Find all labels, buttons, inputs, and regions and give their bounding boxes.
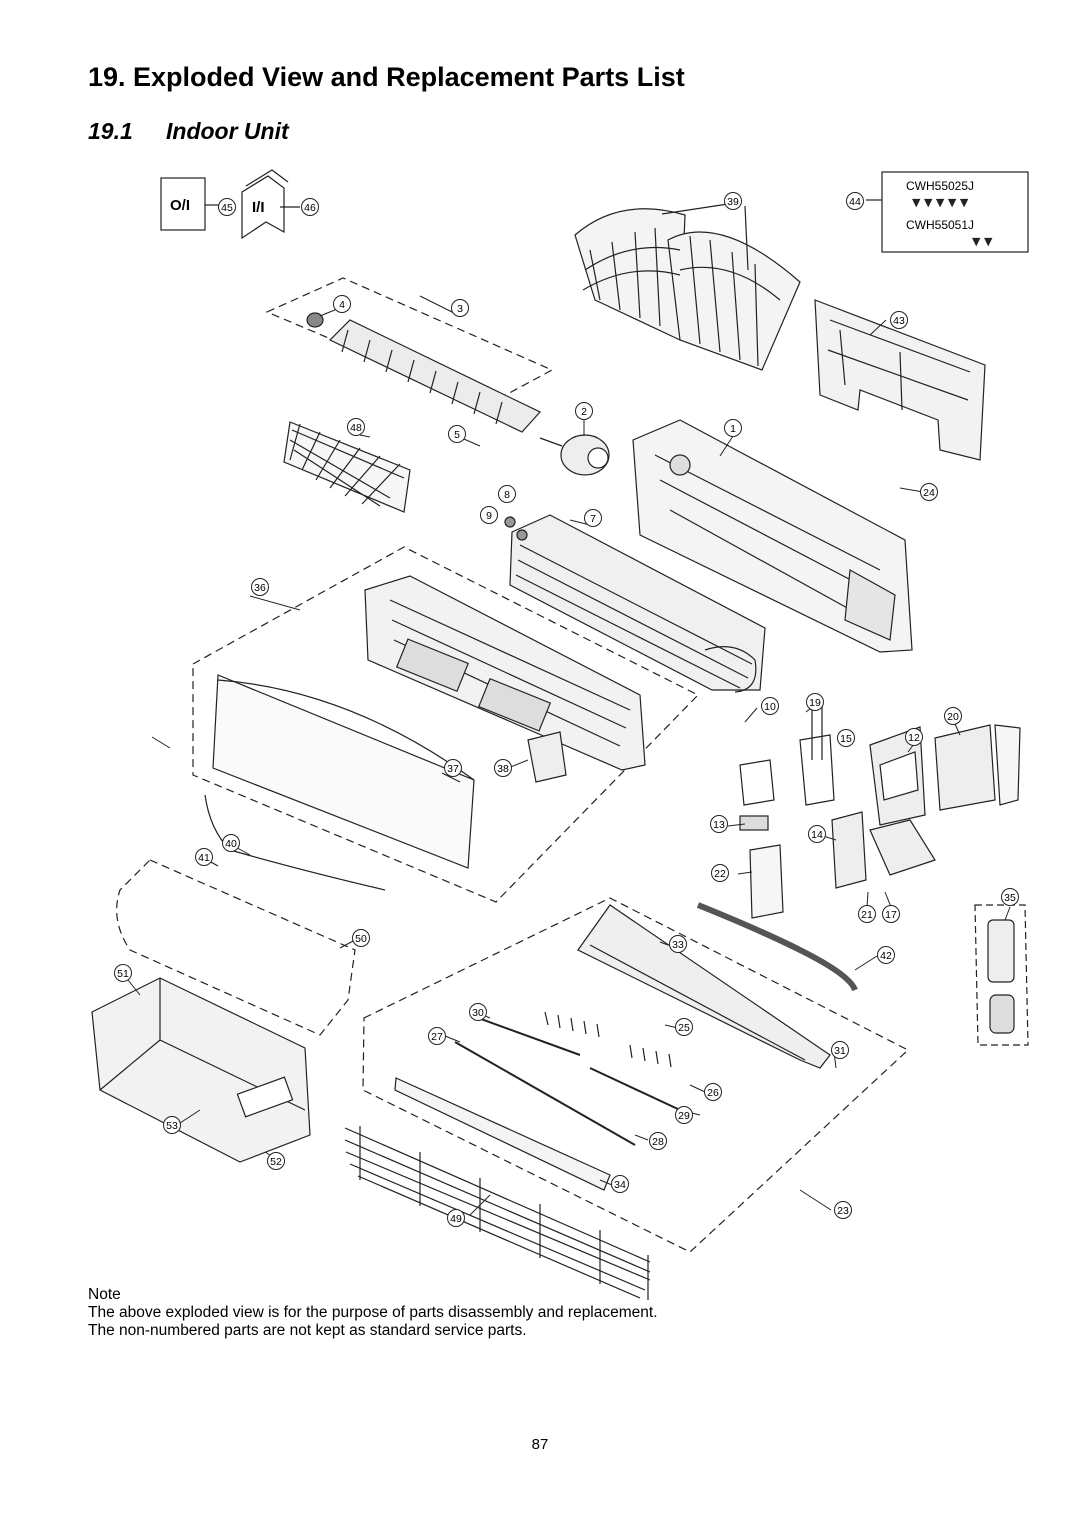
callout-number: 44	[849, 195, 861, 208]
callout-number: 46	[304, 201, 316, 214]
callout-number: 7	[590, 512, 596, 525]
callout-number: 48	[350, 421, 362, 434]
remote-control-group	[975, 905, 1028, 1045]
callout-number: 1	[730, 422, 736, 435]
electronic-controller-group	[740, 700, 1020, 918]
callout-4	[334, 296, 351, 313]
callout-42	[878, 947, 895, 964]
callout-12	[906, 729, 923, 746]
callout-26	[705, 1084, 722, 1101]
callout-number: 42	[880, 949, 892, 962]
cross-flow-fan-group	[267, 278, 552, 432]
callout-number: 22	[714, 867, 726, 880]
ii-booklet-label: I/I	[252, 199, 265, 216]
callout-37	[445, 760, 462, 777]
callout-number: 53	[166, 1119, 178, 1132]
callout-number: 31	[834, 1044, 846, 1057]
callout-7	[585, 510, 602, 527]
note-line-2: The non-numbered parts are not kept as standard service parts.	[88, 1322, 527, 1339]
callout-19	[807, 694, 824, 711]
callout-number: 34	[614, 1178, 626, 1191]
callout-number: 10	[764, 700, 776, 713]
callout-number: 28	[652, 1135, 664, 1148]
callout-49	[448, 1210, 465, 1227]
callout-number: 15	[840, 732, 852, 745]
callout-number: 38	[497, 762, 509, 775]
callout-number: 30	[472, 1006, 484, 1019]
air-purifying-unit	[92, 978, 310, 1162]
callout-1	[725, 420, 742, 437]
callout-number: 40	[225, 837, 237, 850]
callout-3	[452, 300, 469, 317]
callout-number: 36	[254, 581, 266, 594]
callout-15	[838, 730, 855, 747]
callout-number: 4	[339, 298, 345, 311]
svg-text:▼ ▼: ▼ ▼	[972, 235, 993, 248]
callout-number: 25	[678, 1021, 690, 1034]
callout-number: 29	[678, 1109, 690, 1122]
callout-number: 43	[893, 314, 905, 327]
callout-31	[832, 1042, 849, 1059]
callout-number: 24	[923, 486, 935, 499]
svg-text:▼ ▼ ▼ ▼ ▼: ▼ ▼ ▼ ▼ ▼	[912, 196, 969, 209]
intake-grille	[345, 1126, 650, 1300]
fan-motor	[540, 435, 609, 475]
callout-number: 49	[450, 1212, 462, 1225]
air-filter	[575, 204, 800, 370]
callout-8	[499, 486, 516, 503]
callout-38	[495, 760, 512, 777]
front-grille	[213, 675, 474, 868]
callout-number: 23	[837, 1204, 849, 1217]
subsection-number: 19.1	[88, 118, 133, 144]
callout-number: 19	[809, 696, 821, 709]
callout-48	[348, 419, 365, 436]
callout-39	[725, 193, 742, 210]
callout-number: 51	[117, 967, 129, 980]
callout-35	[1002, 889, 1019, 906]
callout-number: 35	[1004, 891, 1016, 904]
callout-13	[711, 816, 728, 833]
page-number: 87	[531, 1436, 549, 1453]
callout-number: 39	[727, 195, 739, 208]
installation-instructions-booklet	[242, 170, 288, 238]
note-block	[88, 1286, 658, 1340]
callout-43	[891, 312, 908, 329]
callout-40	[223, 835, 240, 852]
callout-number: 20	[947, 710, 959, 723]
callout-22	[712, 865, 729, 882]
callout-33	[670, 936, 687, 953]
callout-36	[252, 579, 269, 596]
callout-24	[921, 484, 938, 501]
callout-number: 17	[885, 908, 897, 921]
callout-number: 33	[672, 938, 684, 951]
callout-50	[353, 930, 370, 947]
callout-number: 21	[861, 908, 873, 921]
callout-2	[576, 403, 593, 420]
screw-kit-code-2: CWH55051J	[906, 218, 975, 232]
callout-number: 8	[504, 488, 510, 501]
callout-25	[676, 1019, 693, 1036]
callout-number: 9	[486, 509, 492, 522]
callout-number: 2	[581, 405, 587, 418]
callout-number: 13	[713, 818, 725, 831]
callout-53	[164, 1117, 181, 1134]
callout-29	[676, 1107, 693, 1124]
drain-hose	[698, 905, 855, 990]
callout-45	[219, 199, 236, 216]
callout-10	[762, 698, 779, 715]
subsection-title: Indoor Unit	[166, 118, 289, 144]
callout-44	[847, 193, 864, 210]
callout-21	[859, 906, 876, 923]
callout-51	[115, 965, 132, 982]
note-line-1: The above exploded view is for the purpose of parts disassembly and replacement.	[88, 1304, 658, 1321]
callout-9	[481, 507, 498, 524]
callout-27	[429, 1028, 446, 1045]
callout-number: 3	[457, 302, 463, 315]
callout-14	[809, 826, 826, 843]
callout-number: 12	[908, 731, 920, 744]
callout-30	[470, 1004, 487, 1021]
callout-number: 26	[707, 1086, 719, 1099]
callout-number: 41	[198, 851, 210, 864]
callout-number: 52	[270, 1155, 282, 1168]
callout-number: 5	[454, 428, 460, 441]
callout-number: 45	[221, 201, 233, 214]
callout-52	[268, 1153, 285, 1170]
callout-41	[196, 849, 213, 866]
callout-number: 37	[447, 762, 459, 775]
section-title: 19. Exploded View and Replacement Parts List	[88, 62, 685, 92]
callout-28	[650, 1133, 667, 1150]
horizontal-vane	[395, 1078, 610, 1190]
screw-kit-code-1: CWH55025J	[906, 179, 975, 193]
callout-5	[449, 426, 466, 443]
note-title: Note	[88, 1286, 121, 1303]
callout-number: 50	[355, 932, 367, 945]
callout-number: 27	[431, 1030, 443, 1043]
control-board-cover	[528, 732, 566, 782]
callout-23	[835, 1202, 852, 1219]
callout-34	[612, 1176, 629, 1193]
discharge-grille-complete	[363, 898, 908, 1252]
callout-46	[302, 199, 319, 216]
oi-booklet-label: O/I	[170, 197, 191, 214]
callout-number: 14	[811, 828, 823, 841]
callout-20	[945, 708, 962, 725]
anti-bacterial-filter	[284, 422, 410, 512]
callout-17	[883, 906, 900, 923]
